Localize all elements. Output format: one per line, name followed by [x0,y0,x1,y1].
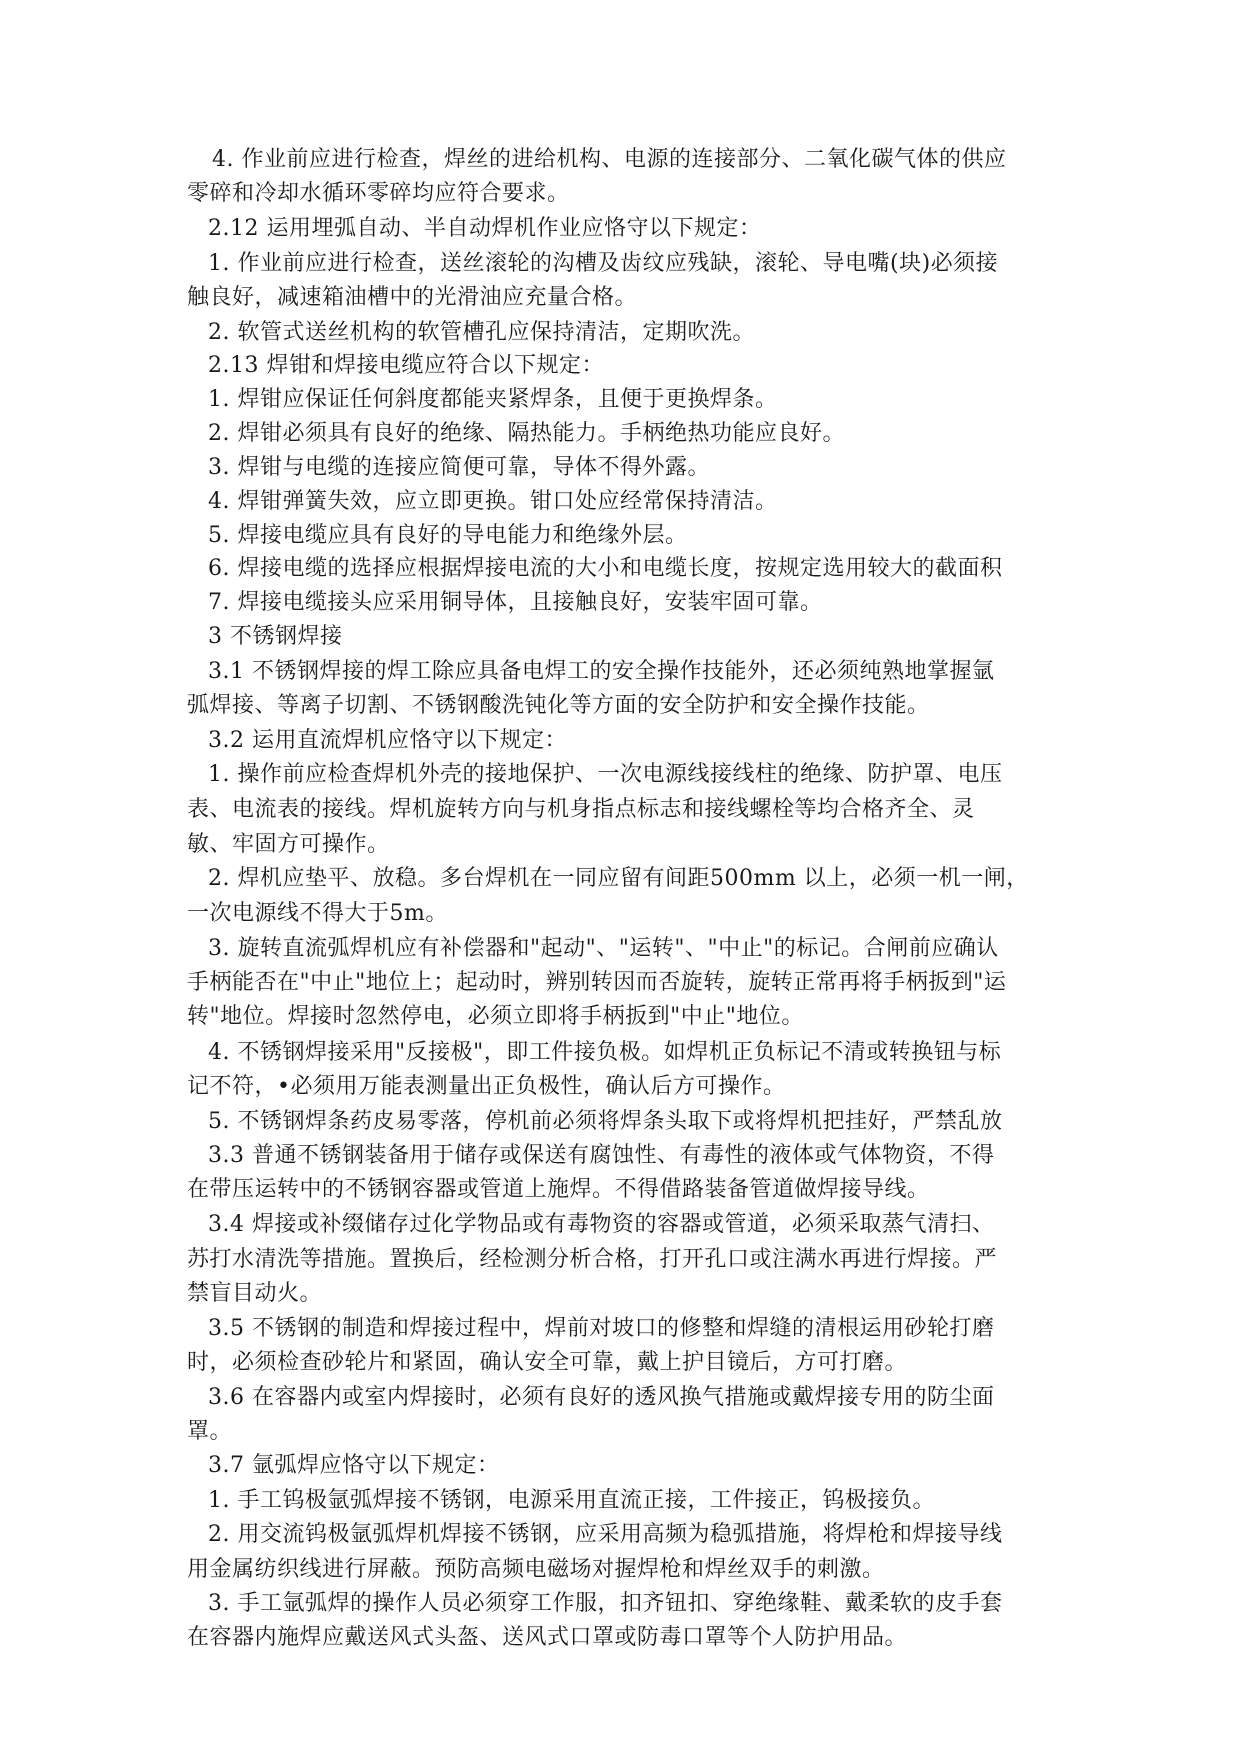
text-line: 罩。 [187,1419,233,1444]
text-line: 弧焊接、等离子切割、不锈钢酸洗钝化等方面的安全防护和安全操作技能。 [187,693,930,718]
text-line: 1. 操作前应检查焊机外壳的接地保护、一次电源线接线柱的绝缘、防护罩、电压 [208,762,1003,787]
text-line: 1. 手工钨极氩弧焊接不锈钢，电源采用直流正接，工件接正，钨极接负。 [208,1488,935,1513]
text-line: 转"地位。焊接时忽然停电，必须立即将手柄扳到"中止"地位。 [187,1004,804,1029]
text-line: 4. 不锈钢焊接采用"反接极"，即工件接负极。如焊机正负标记不清或转换钮与标 [208,1040,1002,1065]
text-line: 2. 焊钳必须具有良好的绝缘、隔热能力。手柄绝热功能应良好。 [208,421,845,446]
text-line: 在容器内施焊应戴送风式头盔、送风式口罩或防毒口罩等个人防护用品。 [187,1625,908,1650]
text-line: 在带压运转中的不锈钢容器或管道上施焊。不得借路装备管道做焊接导线。 [187,1177,930,1202]
text-line: 用金属纺织线进行屏蔽。预防高频电磁场对握焊枪和焊丝双手的刺激。 [187,1557,885,1582]
text-line: 4. 焊钳弹簧失效，应立即更换。钳口处应经常保持清洁。 [208,489,778,514]
text-line: 3.4 焊接或补缀储存过化学物品或有毒物资的容器或管道，必须采取蒸气清扫、 [208,1212,995,1237]
text-line: 3.6 在容器内或室内焊接时，必须有良好的透风换气措施或戴焊接专用的防尘面 [208,1385,995,1410]
text-line: 3. 旋转直流弧焊机应有补偿器和"起动"、"运转"、"中止"的标记。合闸前应确认 [208,936,999,961]
text-line: 4. 作业前应进行检查，焊丝的进给机构、电源的连接部分、二氧化碳气体的供应 [212,147,1007,172]
text-line: 7. 焊接电缆接头应采用铜导体，且接触良好，安装牢固可靠。 [208,590,823,615]
text-line: 零碎和冷却水循环零碎均应符合要求。 [187,181,570,206]
section-heading: 2.12 运用埋弧自动、半自动焊机作业应恪守以下规定： [208,216,762,241]
text-line: 1. 作业前应进行检查，送丝滚轮的沟槽及齿纹应残缺，滚轮、导电嘴(块)必须接 [208,251,999,276]
text-line: 3. 手工氩弧焊的操作人员必须穿工作服，扣齐钮扣、穿绝缘鞋、戴柔软的皮手套 [208,1591,1003,1616]
text-line: 3.3 普通不锈钢装备用于储存或保送有腐蚀性、有毒性的液体或气体物资，不得 [208,1143,995,1168]
text-line: 2. 软管式送丝机构的软管槽孔应保持清洁，定期吹洗。 [208,320,755,345]
text-line: 禁盲目动火。 [187,1281,323,1306]
text-line: 时，必须检查砂轮片和紧固，确认安全可靠，戴上护目镜后，方可打磨。 [187,1350,908,1375]
text-line: 1. 焊钳应保证任何斜度都能夹紧焊条，且便于更换焊条。 [208,387,778,412]
text-line: 一次电源线不得大于5m。 [187,901,448,926]
text-line: 手柄能否在"中止"地位上；起动时，辨别转因而否旋转，旋转正常再将手柄扳到"运 [187,970,1007,995]
text-line: 敏、牢固方可操作。 [187,832,390,857]
text-line: 5. 不锈钢焊条药皮易零落，停机前必须将焊条头取下或将焊机把挂好，严禁乱放 [208,1109,1003,1134]
text-line: 5. 焊接电缆应具有良好的导电能力和绝缘外层。 [208,523,688,548]
section-heading: 3.7 氩弧焊应恪守以下规定： [208,1453,500,1478]
text-line: 3.5 不锈钢的制造和焊接过程中，焊前对坡口的修整和焊缝的清根运用砂轮打磨 [208,1316,995,1341]
text-line: 触良好，减速箱油槽中的光滑油应充量合格。 [187,285,638,310]
text-line: 记不符，•必须用万能表测量出正负极性，确认后方可操作。 [187,1074,786,1099]
text-line: 2. 焊机应垫平、放稳。多台焊机在一同应留有间距500mm 以上，必须一机一闸， [208,866,1029,891]
text-line: 3.1 不锈钢焊接的焊工除应具备电焊工的安全操作技能外，还必须纯熟地掌握氩 [208,659,995,684]
text-line: 表、电流表的接线。焊机旋转方向与机身指点标志和接线螺栓等均合格齐全、灵 [187,797,975,822]
text-line: 2. 用交流钨极氩弧焊机焊接不锈钢，应采用高频为稳弧措施，将焊枪和焊接导线 [208,1522,1003,1547]
section-heading: 3 不锈钢焊接 [208,624,343,649]
text-line: 苏打水清洗等措施。置换后，经检测分析合格，打开孔口或注满水再进行焊接。严 [187,1247,998,1272]
section-heading: 2.13 焊钳和焊接电缆应符合以下规定： [208,353,604,378]
text-line: 3. 焊钳与电缆的连接应简便可靠，导体不得外露。 [208,455,710,480]
text-line: 6. 焊接电缆的选择应根据焊接电流的大小和电缆长度，按规定选用较大的截面积 [208,556,1003,581]
section-heading: 3.2 运用直流焊机应恪守以下规定： [208,728,567,753]
